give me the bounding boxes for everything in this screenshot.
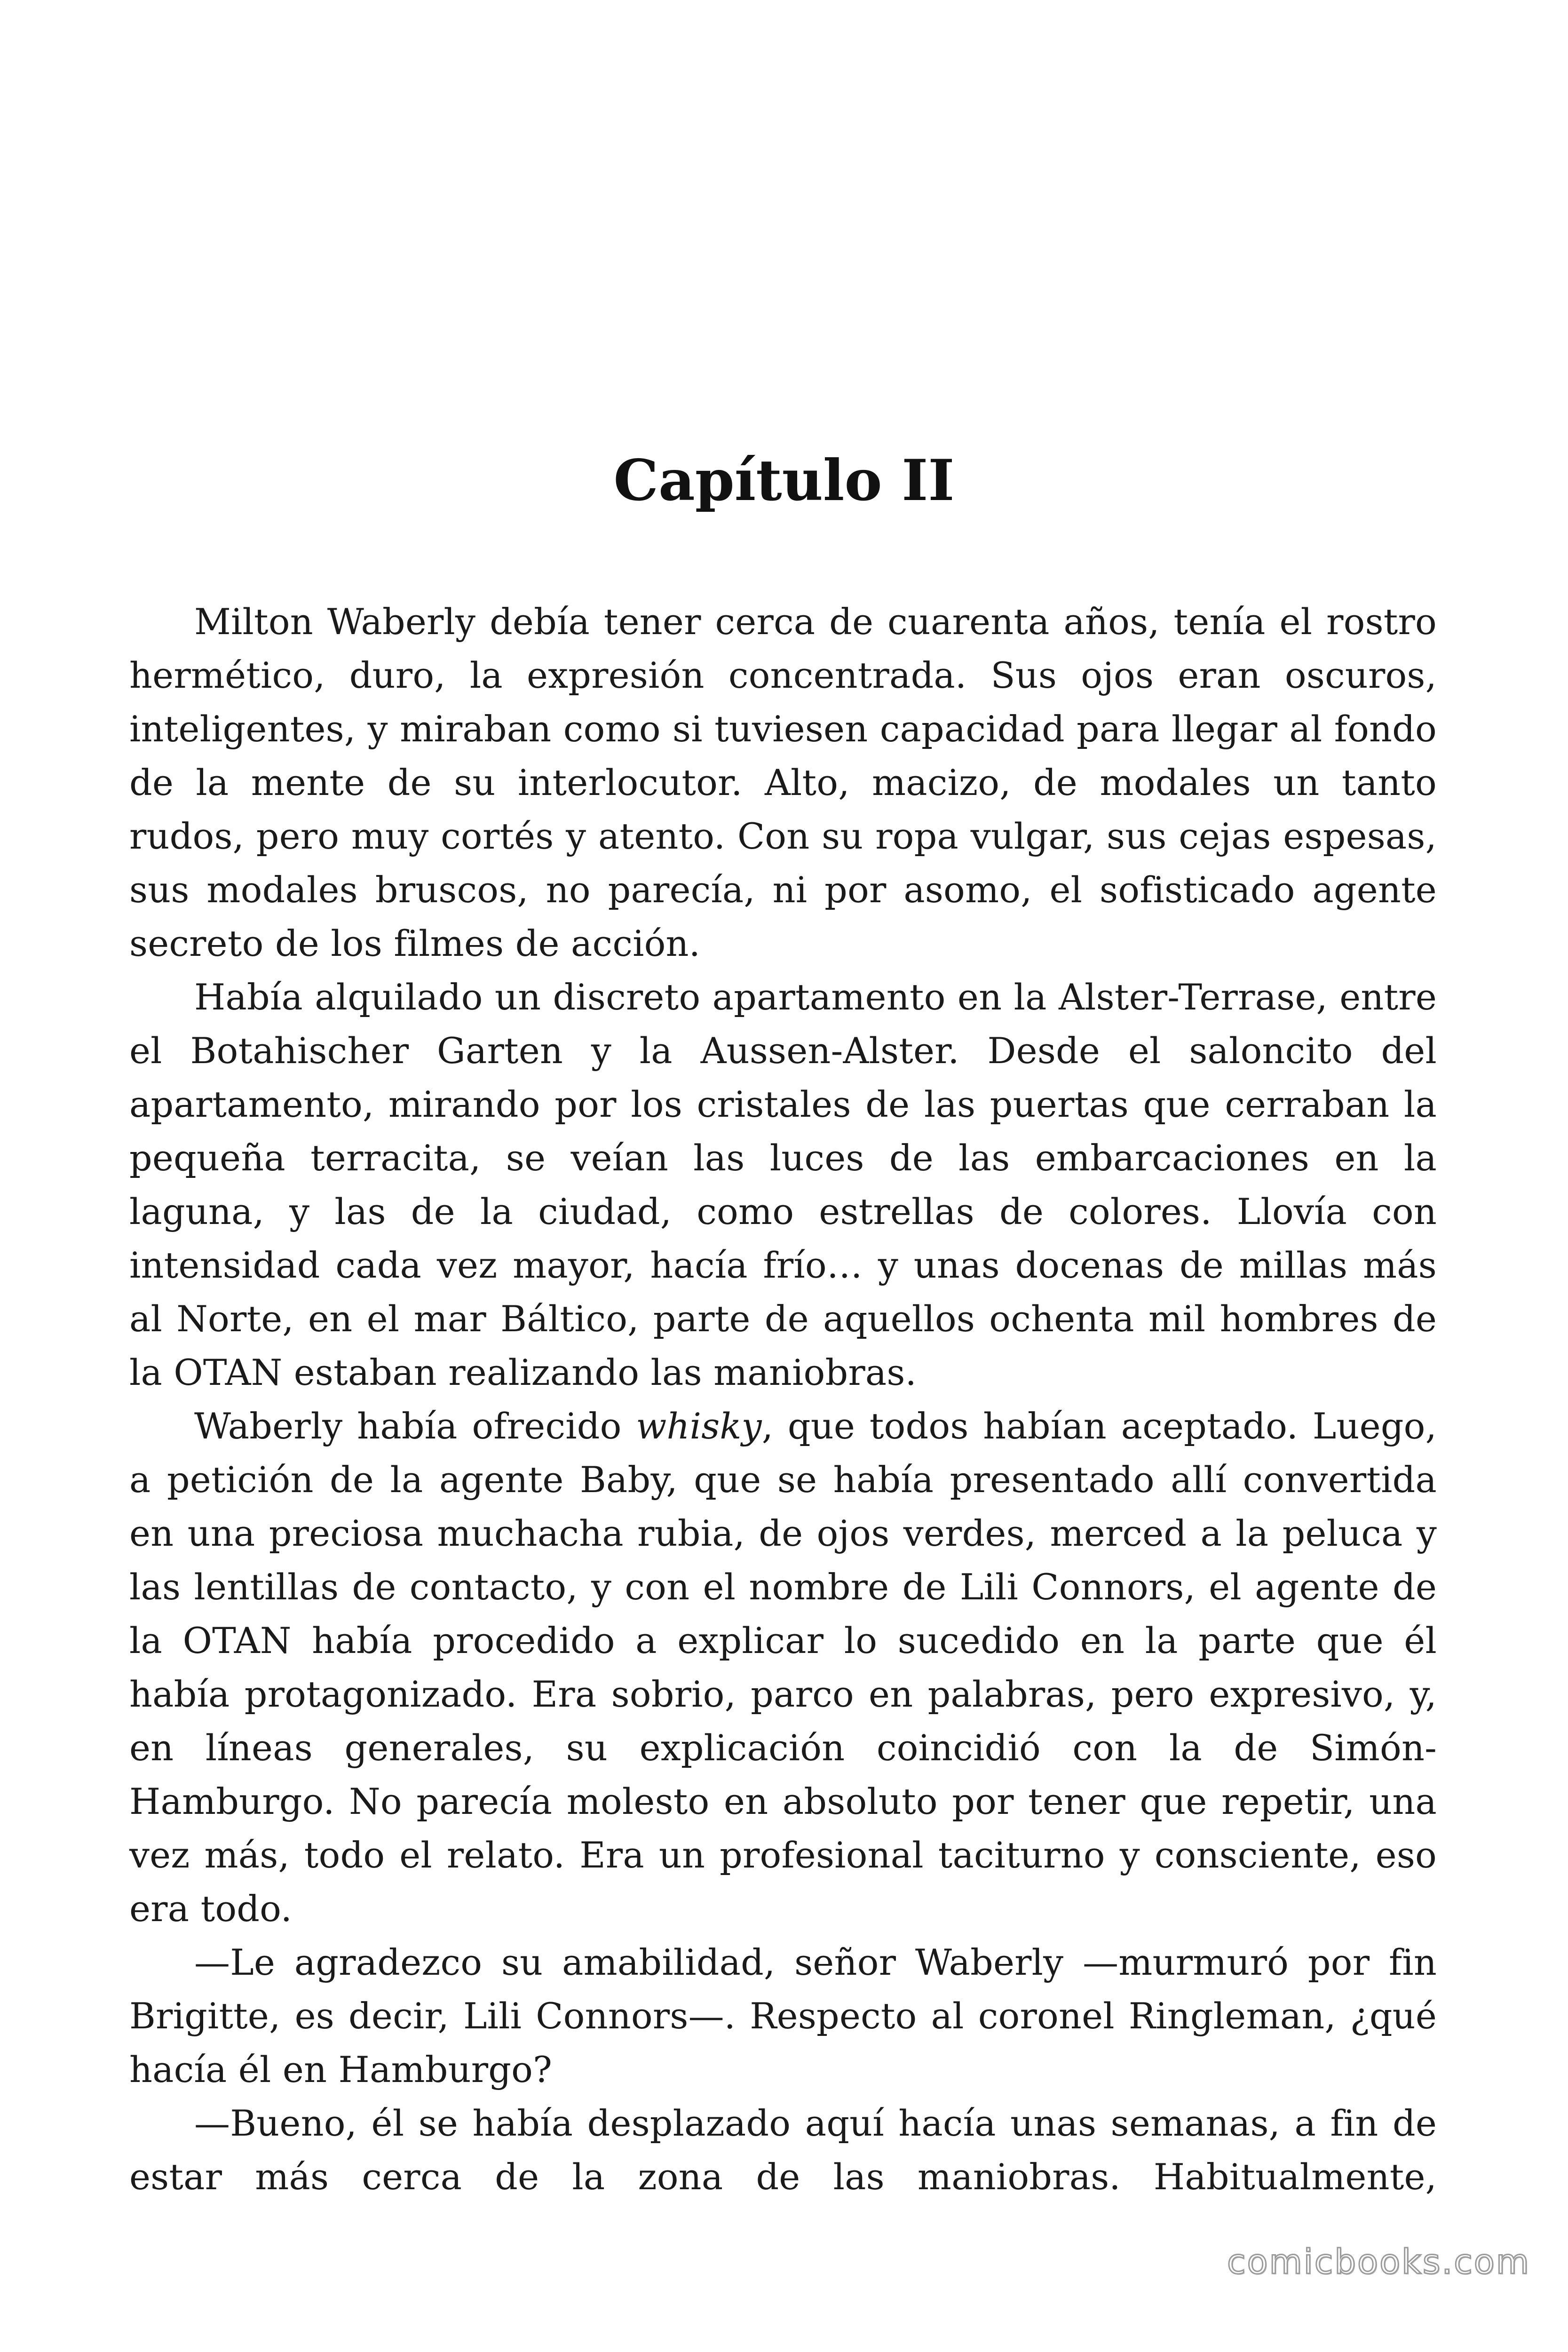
paragraph-text: Waberly había ofrecido xyxy=(194,1405,636,1447)
chapter-body xyxy=(129,595,1437,2204)
paragraph-text: —Bueno, él se había desplazado aquí hacía unas semanas, a fin de estar más cerca de la zona de las maniobras. Habitualmente, xyxy=(129,2102,1437,2198)
paragraph-text: Había alquilado un discreto apartamento en la Alster-Terrase, entre el Botahischer Garten y la Aussen-Alster. Desde el saloncito del apartamento, mirando por los cristales de las puertas que cerraban la pequeña terracita, se veían las luces de las embarcaciones en la laguna, y las de la ciudad, como estrellas de colores. Llovía con intensidad cada vez mayor, hacía frío… y unas docenas de millas más al Norte, en el mar Báltico, parte de aquellos ochenta mil hombres de la OTAN estaban realizando las maniobras. xyxy=(129,976,1437,1393)
italic-word: whisky xyxy=(636,1405,762,1447)
paragraph-text: , que todos habían aceptado. Luego, a petición de la agente Baby, que se había presentado allí convertida en una preciosa muchacha rubia, de ojos verdes, merced a la peluca y las lentillas de contacto, y con el nombre de Lili Connors, el agente de la OTAN había procedido a explicar lo sucedido en la parte que él había protagonizado. Era sobrio, parco en palabras, pero expresivo, y, en líneas generales, su explicación coincidió con la de Simón-Hamburgo. No parecía molesto en absoluto por tener que repetir, una vez más, todo el relato. Era un profesional taciturno y consciente, eso era todo. xyxy=(129,1405,1437,1930)
paragraph-1 xyxy=(129,595,1437,970)
paragraph-3 xyxy=(129,1399,1437,1936)
paragraph-text: —Le agradezco su amabilidad, señor Waberly —murmuró por fin Brigitte, es decir, Lili Connors—. Respecto al coronel Ringleman, ¿qué hacía él en Hamburgo? xyxy=(129,1941,1437,2090)
paragraph-4 xyxy=(129,1936,1437,2097)
paragraph-2 xyxy=(129,970,1437,1399)
paragraph-text: Milton Waberly debía tener cerca de cuarenta años, tenía el rostro hermético, duro, la expresión concentrada. Sus ojos eran oscuros, inteligentes, y miraban como si tuviesen capacidad para llegar al fondo de la mente de su interlocutor. Alto, macizo, de modales un tanto rudos, pero muy cortés y atento. Con su ropa vulgar, sus cejas espesas, sus modales bruscos, no parecía, ni por asomo, el sofisticado agente secreto de los filmes de acción. xyxy=(129,601,1437,964)
paragraph-5 xyxy=(129,2097,1437,2204)
site-watermark: comicbooks.com xyxy=(1227,2242,1530,2281)
chapter-title: Capítulo II xyxy=(613,447,955,514)
